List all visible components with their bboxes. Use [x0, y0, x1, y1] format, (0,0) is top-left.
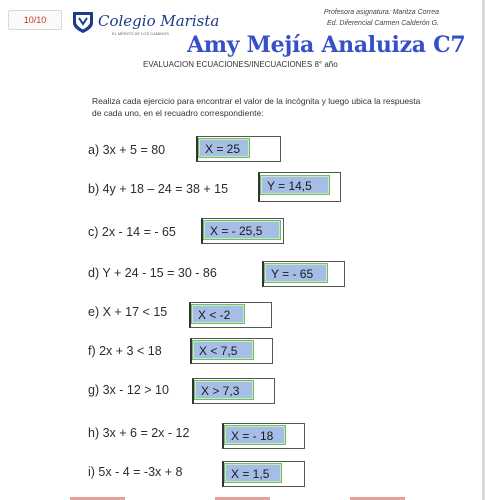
answer-box-h[interactable]: [222, 423, 305, 449]
answer-box-d[interactable]: [262, 261, 345, 287]
student-name: Amy Mejía Analuiza C7: [187, 32, 466, 58]
answer-box-f[interactable]: [190, 338, 273, 364]
exercise-row-b: [88, 177, 228, 201]
exercise-equation: i) 5x - 4 = -3x + 8: [88, 465, 183, 479]
answer-highlight: X = - 25,5: [203, 220, 281, 240]
answer-highlight: Y = - 65: [264, 263, 328, 283]
answer-box-c[interactable]: [201, 218, 284, 244]
exercise-equation: g) 3x - 12 > 10: [88, 383, 169, 397]
exercise-row-i: [88, 460, 182, 484]
answer-highlight: X = - 18: [224, 425, 286, 445]
exercise-row-c: [88, 220, 176, 244]
school-crest-icon: [72, 10, 94, 34]
exercise-row-d: [88, 261, 217, 285]
teacher-line-2: Ed. Diferencial Carmen Calderón G.: [326, 20, 439, 27]
exercise-equation: h) 3x + 6 = 2x - 12: [88, 426, 190, 440]
answer-highlight: X < 7,5: [192, 340, 254, 360]
evaluation-title: EVALUACION ECUACIONES/INECUACIONES 8° año: [143, 60, 338, 69]
answer-box-e[interactable]: [189, 302, 272, 328]
school-name: Colegio Marista: [98, 12, 220, 30]
answer-box-b[interactable]: [258, 172, 341, 202]
exercise-equation: e) X + 17 < 15: [88, 305, 168, 319]
answer-box-g[interactable]: [192, 378, 275, 404]
exercise-row-h: [88, 421, 189, 445]
answer-highlight: X = 25: [198, 138, 250, 158]
exercise-row-e: [88, 300, 167, 324]
answer-highlight: Y = 14,5: [260, 175, 330, 195]
exercise-row-a: [88, 138, 165, 162]
answer-highlight: X < -2: [191, 304, 245, 324]
exercise-equation: b) 4y + 18 – 24 = 38 + 15: [88, 182, 229, 196]
exercise-equation: f) 2x + 3 < 18: [88, 344, 162, 358]
exercise-equation: c) 2x - 14 = - 65: [88, 225, 176, 239]
exercise-row-g: [88, 378, 169, 402]
score-badge: 10/10: [8, 10, 62, 30]
answer-highlight: X = 1,5: [224, 463, 282, 483]
instructions-text: Realiza cada ejercicio para encontrar el valor de la incógnita y luego ubica la respuesta de cada uno, en el recuadro correspondiente:: [92, 96, 421, 118]
exercise-equation: a) 3x + 5 = 80: [88, 143, 166, 157]
teacher-line-1: Profesora asignatura: Maritza Correa: [323, 9, 439, 16]
school-tagline: EL MÉRITO DE LOS CAMINOS: [112, 31, 169, 36]
answer-box-a[interactable]: [196, 136, 281, 162]
answer-highlight: X > 7,3: [194, 380, 254, 400]
exercise-equation: d) Y + 24 - 15 = 30 - 86: [88, 266, 217, 280]
exercise-row-f: [88, 339, 162, 363]
answer-box-i[interactable]: [222, 461, 305, 487]
